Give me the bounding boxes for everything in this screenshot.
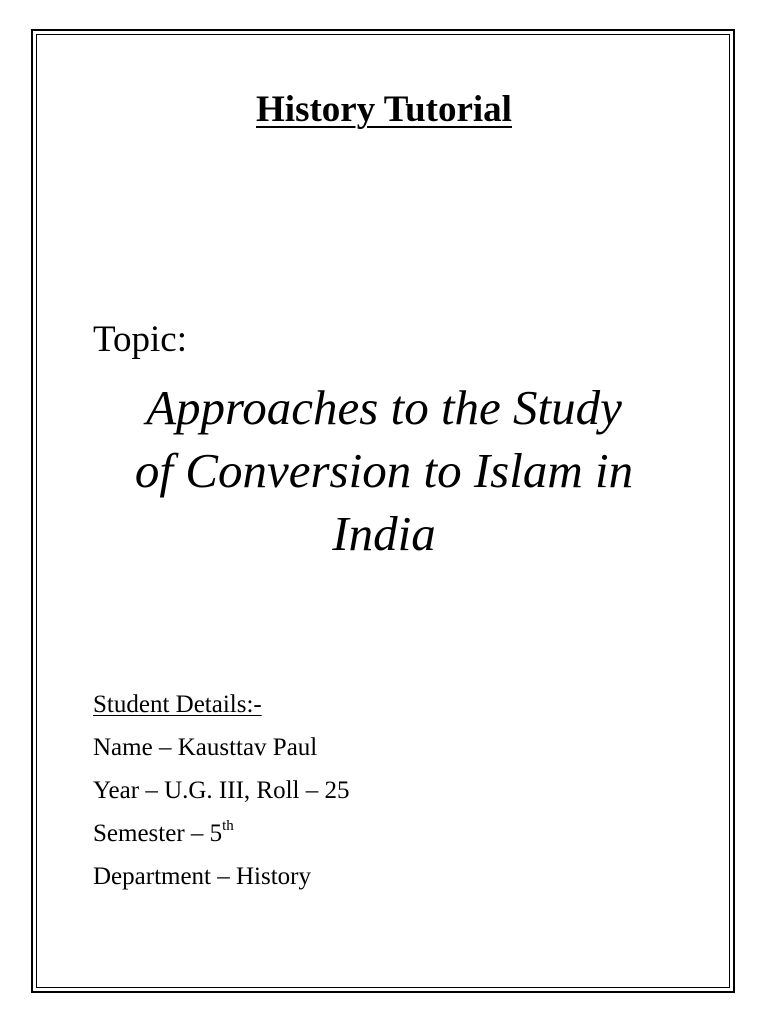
topic-label: Topic: bbox=[93, 319, 187, 360]
topic-line-2: of Conversion to Islam in bbox=[134, 443, 634, 498]
topic-line-3: India bbox=[332, 506, 436, 561]
student-details-heading: Student Details:- bbox=[93, 691, 262, 718]
student-department: Department – History bbox=[93, 863, 312, 890]
topic-line-1: Approaches to the Study bbox=[146, 380, 622, 435]
semester-text: Semester – 5 bbox=[93, 820, 223, 847]
student-year-roll: Year – U.G. III, Roll – 25 bbox=[93, 777, 350, 804]
student-name: Name – Kausttav Paul bbox=[93, 734, 318, 761]
student-details bbox=[93, 690, 349, 905]
semester-ordinal-suffix: th bbox=[222, 817, 234, 834]
topic-title bbox=[60, 376, 708, 565]
student-semester bbox=[93, 819, 349, 848]
document-title: History Tutorial bbox=[256, 89, 512, 130]
